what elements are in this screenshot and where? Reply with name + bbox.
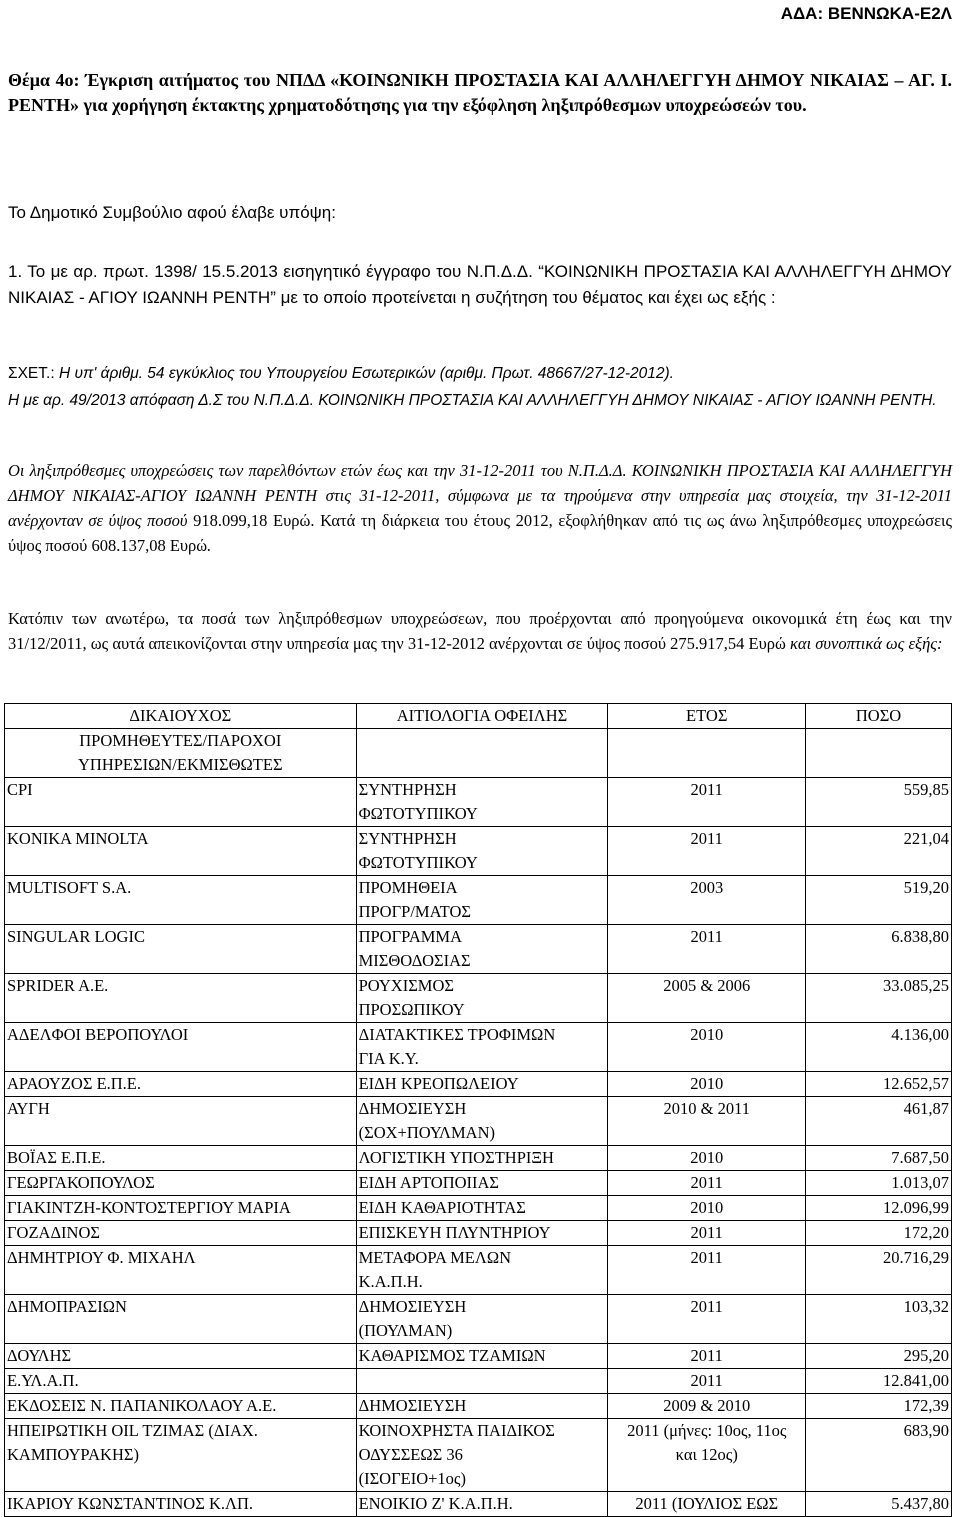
table-row bbox=[5, 1394, 952, 1419]
beneficiary-cell bbox=[5, 1196, 357, 1221]
intro-text: Το Δημοτικό Συμβούλιο αφού έλαβε υπόψη: bbox=[8, 203, 336, 222]
beneficiary-cell-line: ΕΚΔΟΣΕΙΣ Ν. ΠΑΠΑΝΙΚΟΛΑΟΥ Α.Ε. bbox=[7, 1396, 277, 1415]
beneficiary-cell bbox=[5, 1492, 357, 1517]
beneficiary-cell bbox=[5, 1072, 357, 1097]
table-row bbox=[5, 1146, 952, 1171]
year-cell-line: 2011 bbox=[690, 1346, 723, 1365]
subject-title: Θέμα 4ο: Έγκριση αιτήματος του ΝΠΔΔ «ΚΟΙΝΩΝΙΚΗ ΠΡΟΣΤΑΣΙΑ ΚΑΙ ΑΛΛΗΛΕΓΓΥΗ ΔΗΜΟΥ ΝΙΚΑΙΑΣ – ΑΓ. Ι. ΡΕΝΤΗ» για χορήγηση έκτακτης χρηματοδότησης για την εξόφληση ληξιπρόθεσμων υποχρεώσεών του. bbox=[8, 70, 952, 115]
beneficiary-cell bbox=[5, 778, 357, 827]
reference-2: Η με αρ. 49/2013 απόφαση Δ.Σ του Ν.Π.Δ.Δ. ΚΟΙΝΩΝΙΚΗ ΠΡΟΣΤΑΣΙΑ ΚΑΙ ΑΛΛΗΛΕΓΓΥΗ ΔΗΜΟΥ ΝΙΚΑΙΑΣ - ΑΓΙΟΥ ΙΩΑΝΝΗ ΡΕΝΤΗ. bbox=[8, 392, 937, 409]
table-subheader-row bbox=[5, 729, 952, 778]
beneficiary-cell-line: SINGULAR LOGIC bbox=[7, 927, 145, 946]
table-row bbox=[5, 1171, 952, 1196]
year-cell-line: 2011 bbox=[690, 1248, 723, 1267]
year-cell bbox=[608, 1072, 806, 1097]
year-cell bbox=[608, 1196, 806, 1221]
table-row bbox=[5, 827, 952, 876]
reason-cell bbox=[356, 1344, 608, 1369]
reason-cell-line: ΦΩΤΟΤΥΠΙΚΟΥ bbox=[358, 804, 478, 823]
table-header-row bbox=[5, 704, 952, 729]
beneficiary-cell-line: SPRIDER A.E. bbox=[7, 976, 109, 995]
subheader-suppliers bbox=[5, 729, 357, 778]
reference-1 bbox=[8, 363, 952, 385]
beneficiary-cell-line: ΔΗΜΟΠΡΑΣΙΩΝ bbox=[7, 1297, 127, 1316]
reason-cell-line: ΣΥΝΤΗΡΗΣΗ bbox=[358, 829, 457, 848]
paragraph-debts-part-a: Οι ληξιπρόθεσμες υποχρεώσεις των παρελθόντων ετών έως και την 31-12-2011 του Ν.Π.Δ.Δ. ΚΟΙΝΩΝΙΚΗ ΠΡΟΣΤΑΣΙΑ ΚΑΙ ΑΛΛΗΛΕΓΓΥΗ ΔΗΜΟΥ ΝΙΚΑΙΑΣ-ΑΓΙΟΥ ΙΩΑΝΝΗ ΡΕΝΤΗ στις 31-12-2011, σύμφωνα με τα τηρούμενα στην υπηρεσία μας στοιχεία, την 31-12-2011 ανέρχονταν σε ύψος ποσού bbox=[8, 461, 952, 530]
beneficiary-cell bbox=[5, 1246, 357, 1295]
reason-cell-line: ΕΙΔΗ ΚΡΕΟΠΩΛΕΙΟΥ bbox=[358, 1074, 519, 1093]
beneficiary-cell bbox=[5, 1295, 357, 1344]
reason-cell bbox=[356, 1246, 608, 1295]
reason-cell-line: ΠΡΟΣΩΠΙΚΟΥ bbox=[358, 1000, 465, 1019]
subheader-empty bbox=[356, 729, 608, 778]
year-cell bbox=[608, 1221, 806, 1246]
year-cell bbox=[608, 1295, 806, 1344]
reason-cell-line: ΕΠΙΣΚΕΥΗ ΠΛΥΝΤΗΡΙΟΥ bbox=[358, 1223, 551, 1242]
year-cell-line: 2010 bbox=[690, 1025, 724, 1044]
amount-cell: 103,32 bbox=[806, 1295, 952, 1344]
year-cell-line: και 12ος) bbox=[675, 1445, 738, 1464]
beneficiary-cell bbox=[5, 1394, 357, 1419]
reason-cell-line: ΜΙΣΘΟΔΟΣΙΑΣ bbox=[358, 951, 471, 970]
reason-cell-line: ΛΟΓΙΣΤΙΚΗ ΥΠΟΣΤΗΡΙΞΗ bbox=[358, 1148, 554, 1167]
header-reason: ΑΙΤΙΟΛΟΓΙΑ ΟΦΕΙΛΗΣ bbox=[356, 704, 608, 729]
subheader-line: ΥΠΗΡΕΣΙΩΝ/ΕΚΜΙΣΘΩΤΕΣ bbox=[78, 755, 283, 774]
amount-cell: 172,39 bbox=[806, 1394, 952, 1419]
reason-cell-line: ΟΔΥΣΣΕΩΣ 36 bbox=[358, 1445, 463, 1464]
ada-code: ΑΔΑ: ΒΕΝΝΩΚΑ-Ε2Λ bbox=[780, 4, 952, 23]
year-cell-line: 2011 bbox=[690, 1297, 723, 1316]
reason-cell bbox=[356, 1097, 608, 1146]
year-cell-line: 2003 bbox=[690, 878, 724, 897]
year-cell-line: 2011 bbox=[690, 1371, 723, 1390]
table-row bbox=[5, 925, 952, 974]
subheader-empty bbox=[608, 729, 806, 778]
amount-cell: 295,20 bbox=[806, 1344, 952, 1369]
paragraph-remaining-part-a: Κατόπιν των ανωτέρω, τα ποσά των ληξιπρόθεσμων υποχρεώσεων, που προέρχονται από προηγούμενα οικονομικά έτη έως και την 31/12/2011, ως αυτά απεικονίζονται στην υπηρεσία μας την 31-12-2012 ανέρχονται σε ύψος ποσού bbox=[8, 609, 952, 653]
beneficiary-cell-line: ΑΔΕΛΦΟΙ ΒΕΡΟΠΟΥΛΟΙ bbox=[7, 1025, 189, 1044]
amount-cell: 12.096,99 bbox=[806, 1196, 952, 1221]
reason-cell bbox=[356, 778, 608, 827]
amount-cell: 559,85 bbox=[806, 778, 952, 827]
beneficiary-cell-line: ΓΕΩΡΓΑΚΟΠΟΥΛΟΣ bbox=[7, 1173, 155, 1192]
year-cell-line: 2010 bbox=[690, 1148, 724, 1167]
table-body bbox=[5, 778, 952, 1517]
table-row bbox=[5, 1072, 952, 1097]
paragraph-debts bbox=[8, 458, 952, 558]
beneficiary-cell-line: ΒΟΪΑΣ Ε.Π.Ε. bbox=[7, 1148, 106, 1167]
beneficiary-cell bbox=[5, 1097, 357, 1146]
reason-cell bbox=[356, 1072, 608, 1097]
reason-cell bbox=[356, 1146, 608, 1171]
beneficiary-cell bbox=[5, 1146, 357, 1171]
subheader-empty bbox=[806, 729, 952, 778]
table-row bbox=[5, 778, 952, 827]
reason-cell-line bbox=[359, 1369, 606, 1393]
year-cell-line: 2011 bbox=[690, 780, 723, 799]
amount-cell: 683,90 bbox=[806, 1419, 952, 1492]
reason-cell-line: ΦΩΤΟΤΥΠΙΚΟΥ bbox=[358, 853, 478, 872]
reason-cell-line: ΚΑΘΑΡΙΣΜΟΣ ΤΖΑΜΙΩΝ bbox=[358, 1346, 546, 1365]
beneficiary-cell-line: CPI bbox=[7, 780, 33, 799]
beneficiary-cell-line: ΑΡΑΟΥΖΟΣ Ε.Π.Ε. bbox=[7, 1074, 142, 1093]
table-row bbox=[5, 1344, 952, 1369]
beneficiary-cell-line: ΗΠΕΙΡΩΤΙΚΗ OIL ΤΖΙΜΑΣ (ΔΙΑΧ. bbox=[7, 1421, 258, 1440]
year-cell bbox=[608, 1246, 806, 1295]
year-cell-line: 2011 bbox=[690, 927, 723, 946]
reason-cell-line: ΕΙΔΗ ΑΡΤΟΠΟΙΙΑΣ bbox=[358, 1173, 500, 1192]
reason-cell bbox=[356, 827, 608, 876]
reason-cell-line: ΠΡΟΓΡΑΜΜΑ bbox=[358, 927, 462, 946]
reason-cell-line: ΔΙΑΤΑΚΤΙΚΕΣ ΤΡΟΦΙΜΩΝ bbox=[358, 1025, 556, 1044]
table-row bbox=[5, 1023, 952, 1072]
amount-cell: 5.437,80 bbox=[806, 1492, 952, 1517]
reason-cell bbox=[356, 1295, 608, 1344]
reference-label: ΣΧΕΤ.: bbox=[8, 365, 59, 382]
beneficiary-cell bbox=[5, 1344, 357, 1369]
table-row bbox=[5, 1097, 952, 1146]
table-row bbox=[5, 1221, 952, 1246]
reason-cell-line: (ΙΣΟΓΕΙΟ+1ος) bbox=[358, 1469, 466, 1488]
year-cell-line: 2011 bbox=[690, 829, 723, 848]
beneficiary-cell bbox=[5, 1221, 357, 1246]
header-beneficiary: ΔΙΚΑΙΟΥΧΟΣ bbox=[5, 704, 357, 729]
year-cell bbox=[608, 1394, 806, 1419]
amount-cell: 1.013,07 bbox=[806, 1171, 952, 1196]
beneficiary-cell bbox=[5, 1023, 357, 1072]
year-cell bbox=[608, 925, 806, 974]
item-1-text: 1. Το με αρ. πρωτ. 1398/ 15.5.2013 εισηγητικό έγγραφο του Ν.Π.Δ.Δ. “ΚΟΙΝΩΝΙΚΗ ΠΡΟΣΤΑΣΙΑ ΚΑΙ ΑΛΛΗΛΕΓΓΥΗ ΔΗΜΟΥ ΝΙΚΑΙΑΣ - ΑΓΙΟΥ ΙΩΑΝΝΗ ΡΕΝΤΗ” με το οποίο προτείνεται η συζήτηση του θέματος και έχει ως εξής : bbox=[8, 262, 952, 307]
paragraph-remaining-part-b: και συνοπτικά ως εξής: bbox=[785, 634, 943, 653]
year-cell-line: 2005 & 2006 bbox=[663, 976, 751, 995]
reason-cell-line: ΠΡΟΜΗΘΕΙΑ bbox=[358, 878, 458, 897]
reason-cell-line: ΔΗΜΟΣΙΕΥΣΗ bbox=[358, 1297, 467, 1316]
year-cell bbox=[608, 1344, 806, 1369]
table-row bbox=[5, 1492, 952, 1517]
amount-cell: 12.652,57 bbox=[806, 1072, 952, 1097]
amount-cell: 7.687,50 bbox=[806, 1146, 952, 1171]
year-cell bbox=[608, 827, 806, 876]
reason-cell-line: (ΣΟΧ+ΠΟΥΛΜΑΝ) bbox=[358, 1123, 496, 1142]
reason-cell-line: ΕΙΔΗ ΚΑΘΑΡΙΟΤΗΤΑΣ bbox=[358, 1198, 526, 1217]
beneficiary-cell-line: Ε.ΥΛ.Α.Π. bbox=[7, 1371, 79, 1390]
reason-cell bbox=[356, 1171, 608, 1196]
amount-cell: 20.716,29 bbox=[806, 1246, 952, 1295]
beneficiary-cell-line: ΚΑΜΠΟΥΡΑΚΗΣ) bbox=[7, 1445, 139, 1464]
table-row bbox=[5, 1419, 952, 1492]
beneficiary-cell bbox=[5, 925, 357, 974]
beneficiary-cell-line: ΔΟΥΛΗΣ bbox=[7, 1346, 72, 1365]
year-cell-line: 2011 (ΙΟΥΛΙΟΣ ΕΩΣ bbox=[635, 1494, 779, 1513]
header-year: ΕΤΟΣ bbox=[608, 704, 806, 729]
amount-cell: 172,20 bbox=[806, 1221, 952, 1246]
reason-cell-line: ΔΗΜΟΣΙΕΥΣΗ bbox=[358, 1099, 467, 1118]
subheader-line: ΠΡΟΜΗΘΕΥΤΕΣ/ΠΑΡΟΧΟΙ bbox=[79, 731, 282, 750]
reason-cell bbox=[356, 974, 608, 1023]
beneficiary-cell-line: ΙΚΑΡΙΟΥ ΚΩΝΣΤΑΝΤΙΝΟΣ Κ.ΛΠ. bbox=[7, 1494, 253, 1513]
year-cell bbox=[608, 1023, 806, 1072]
reason-cell bbox=[356, 1369, 608, 1394]
reason-cell-line: ΠΡΟΓΡ/ΜΑΤΟΣ bbox=[358, 902, 471, 921]
reason-cell bbox=[356, 876, 608, 925]
amount-remaining: 275.917,54 Ευρώ bbox=[670, 634, 786, 653]
table-row bbox=[5, 974, 952, 1023]
reason-cell bbox=[356, 1023, 608, 1072]
year-cell-line: 2011 bbox=[690, 1223, 723, 1242]
reason-cell-line: ΓΙΑ Κ.Υ. bbox=[358, 1049, 419, 1068]
year-cell-line: 2011 (μήνες: 10ος, 11ος bbox=[627, 1421, 787, 1440]
reason-cell-line: ΔΗΜΟΣΙΕΥΣΗ bbox=[358, 1396, 467, 1415]
paragraph-debts-part-c: . bbox=[207, 536, 212, 555]
beneficiary-cell bbox=[5, 876, 357, 925]
beneficiary-cell-line: ΔΗΜΗΤΡΙΟΥ Φ. ΜΙΧΑΗΛ bbox=[7, 1248, 196, 1267]
beneficiary-cell bbox=[5, 1369, 357, 1394]
beneficiary-cell bbox=[5, 974, 357, 1023]
table-row bbox=[5, 1246, 952, 1295]
amount-total-2011: 918.099,18 Ευρώ bbox=[193, 511, 311, 530]
year-cell bbox=[608, 974, 806, 1023]
beneficiary-cell-line: ΓΙΑΚΙΝΤΖΗ-ΚΟΝΤΟΣΤΕΡΓΙΟΥ ΜΑΡΙΑ bbox=[7, 1198, 291, 1217]
amount-cell: 461,87 bbox=[806, 1097, 952, 1146]
year-cell-line: 2010 bbox=[690, 1198, 724, 1217]
table-row bbox=[5, 876, 952, 925]
year-cell-line: 2009 & 2010 bbox=[663, 1396, 751, 1415]
reason-cell-line: ΣΥΝΤΗΡΗΣΗ bbox=[358, 780, 457, 799]
beneficiary-cell-line: MULTISOFT S.A. bbox=[7, 878, 132, 897]
reference-1-text: Η υπ' άριθμ. 54 εγκύκλιος του Υπουργείου Εσωτερικών (αριθμ. Πρωτ. 48667/27-12-2012). bbox=[58, 365, 674, 382]
amount-paid-2012: 608.137,08 Ευρώ bbox=[91, 536, 208, 555]
amount-cell: 12.841,00 bbox=[806, 1369, 952, 1394]
year-cell-line: 2010 bbox=[690, 1074, 724, 1093]
amount-cell: 33.085,25 bbox=[806, 974, 952, 1023]
year-cell-line: 2011 bbox=[690, 1173, 723, 1192]
year-cell bbox=[608, 1146, 806, 1171]
reason-cell-line: ΚΟΙΝΟΧΡΗΣΤΑ ΠΑΙΔΙΚΟΣ bbox=[358, 1421, 555, 1440]
reason-cell-line: (ΠΟΥΛΜΑΝ) bbox=[358, 1321, 453, 1340]
amount-cell: 519,20 bbox=[806, 876, 952, 925]
reason-cell bbox=[356, 1221, 608, 1246]
reason-cell-line: ΜΕΤΑΦΟΡΑ ΜΕΛΩΝ bbox=[358, 1248, 512, 1267]
amount-cell: 221,04 bbox=[806, 827, 952, 876]
year-cell bbox=[608, 876, 806, 925]
table-row bbox=[5, 1369, 952, 1394]
table-row bbox=[5, 1196, 952, 1221]
beneficiary-cell bbox=[5, 827, 357, 876]
debts-table bbox=[4, 703, 952, 1517]
beneficiary-cell-line: KONIKA MINOLTA bbox=[7, 829, 149, 848]
year-cell-line: 2010 & 2011 bbox=[663, 1099, 750, 1118]
paragraph-remaining bbox=[8, 606, 952, 656]
year-cell bbox=[608, 1492, 806, 1517]
paragraph-debts-part-b: . Κατά τη διάρκεια του έτους 2012, εξοφλήθηκαν από τις ως άνω ληξιπρόθεσμες υποχρεώσεις ύψος ποσού bbox=[8, 511, 952, 555]
header-amount: ΠΟΣΟ bbox=[806, 704, 952, 729]
reason-cell bbox=[356, 1492, 608, 1517]
table-row bbox=[5, 1295, 952, 1344]
reason-cell-line: ΡΟΥΧΙΣΜΟΣ bbox=[358, 976, 454, 995]
beneficiary-cell bbox=[5, 1171, 357, 1196]
beneficiary-cell-line: ΓΟΖΑΔΙΝΟΣ bbox=[7, 1223, 100, 1242]
amount-cell: 6.838,80 bbox=[806, 925, 952, 974]
year-cell bbox=[608, 1419, 806, 1492]
beneficiary-cell bbox=[5, 1419, 357, 1492]
year-cell bbox=[608, 1097, 806, 1146]
reason-cell bbox=[356, 1419, 608, 1492]
beneficiary-cell-line: ΑΥΓΗ bbox=[7, 1099, 50, 1118]
reason-cell bbox=[356, 1196, 608, 1221]
reason-cell-line: Κ.Α.Π.Η. bbox=[358, 1272, 423, 1291]
reason-cell bbox=[356, 1394, 608, 1419]
year-cell bbox=[608, 1369, 806, 1394]
year-cell bbox=[608, 1171, 806, 1196]
reason-cell-line: ΕΝΟΙΚΙΟ Ζ' Κ.Α.Π.Η. bbox=[358, 1494, 513, 1513]
year-cell bbox=[608, 778, 806, 827]
reason-cell bbox=[356, 925, 608, 974]
amount-cell: 4.136,00 bbox=[806, 1023, 952, 1072]
